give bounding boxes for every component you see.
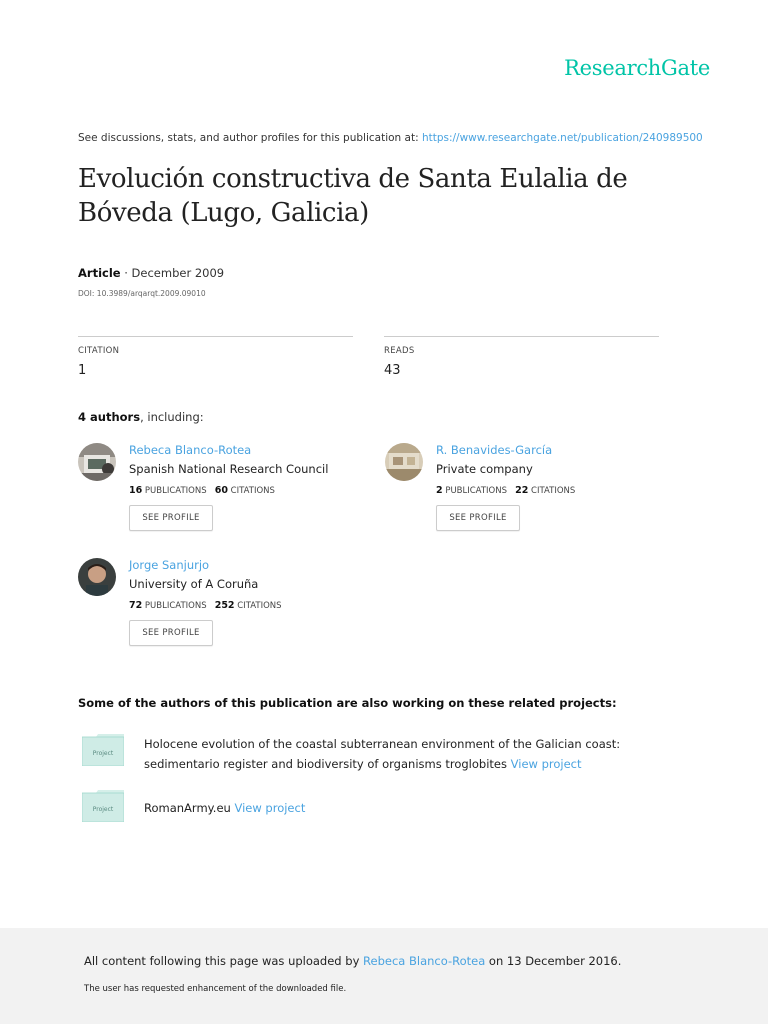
related-projects-heading: Some of the authors of this publication are also working on these related projects: — [78, 696, 617, 710]
author-name-link[interactable]: Jorge Sanjurjo — [129, 558, 210, 572]
citation-stat — [78, 336, 353, 378]
project-folder-icon — [82, 734, 124, 766]
publications-label: PUBLICATIONS — [142, 486, 207, 496]
publications-label: PUBLICATIONS — [442, 486, 507, 496]
upload-prefix: All content following this page was uploaded by — [84, 954, 364, 968]
upload-info — [84, 954, 621, 968]
citation-label: CITATION — [78, 346, 120, 356]
citations-label: CITATIONS — [227, 486, 275, 496]
author-institution: Spanish National Research Council — [129, 462, 329, 476]
publication-count: 2 — [436, 485, 443, 496]
discussion-line — [78, 132, 703, 144]
author-institution: Private company — [436, 462, 533, 476]
authors-heading — [78, 410, 204, 424]
title-line-2: Bóveda (Lugo, Galicia) — [78, 198, 369, 228]
project-title: RomanArmy.eu — [144, 801, 235, 815]
citation-value: 1 — [78, 363, 87, 378]
author-photo-icon[interactable] — [78, 443, 116, 481]
folder-label: Project — [92, 806, 114, 813]
publication-count: 16 — [129, 485, 143, 496]
publication-count: 72 — [129, 600, 143, 611]
doi-text: DOI: 10.3989/arqarqt.2009.09010 — [78, 289, 206, 298]
publication-date: · December 2009 — [120, 266, 225, 280]
folder-label: Project — [92, 750, 114, 757]
reads-stat — [384, 336, 659, 378]
author-photo-icon[interactable] — [78, 558, 116, 596]
citations-label: CITATIONS — [528, 486, 576, 496]
author-name-link[interactable]: Rebeca Blanco-Rotea — [129, 443, 252, 457]
page-title — [78, 162, 678, 230]
project-text — [144, 734, 674, 774]
publications-label: PUBLICATIONS — [142, 601, 207, 611]
project-title: Holocene evolution of the coastal subterranean environment of the Galician coast: sedimentario register and biodiversity of organisms troglobites — [144, 737, 621, 771]
citation-count: 60 — [214, 485, 228, 496]
project-text — [144, 798, 674, 818]
publication-meta — [78, 266, 224, 280]
authors-suffix: , including: — [140, 410, 204, 424]
publication-type: Article — [78, 266, 121, 280]
citations-label: CITATIONS — [234, 601, 282, 611]
author-stats — [129, 485, 275, 496]
title-line-1: Evolución constructiva de Santa Eulalia de — [78, 164, 628, 194]
see-profile-button[interactable]: SEE PROFILE — [129, 620, 213, 646]
author-institution: University of A Coruña — [129, 577, 259, 591]
authors-count: 4 authors — [78, 410, 141, 424]
footer-note: The user has requested enhancement of the downloaded file. — [84, 984, 347, 994]
view-project-link[interactable]: View project — [510, 757, 582, 771]
view-project-link[interactable]: View project — [234, 801, 306, 815]
author-stats — [436, 485, 575, 496]
author-photo-icon[interactable] — [385, 443, 423, 481]
project-folder-icon — [82, 790, 124, 822]
upload-suffix: on 13 December 2016. — [485, 954, 622, 968]
footer — [0, 928, 768, 1024]
author-stats — [129, 600, 282, 611]
uploader-link[interactable]: Rebeca Blanco-Rotea — [363, 954, 486, 968]
see-profile-button[interactable]: SEE PROFILE — [436, 505, 520, 531]
citation-count: 252 — [214, 600, 235, 611]
see-profile-button[interactable]: SEE PROFILE — [129, 505, 213, 531]
discussion-text: See discussions, stats, and author profiles for this publication at: — [78, 132, 422, 144]
reads-value: 43 — [384, 363, 401, 378]
reads-label: READS — [384, 346, 415, 356]
citation-count: 22 — [515, 485, 529, 496]
author-name-link[interactable]: R. Benavides-García — [436, 443, 553, 457]
researchgate-logo[interactable]: ResearchGate — [564, 56, 710, 80]
publication-url-link[interactable]: https://www.researchgate.net/publication/240989500 — [421, 132, 703, 144]
